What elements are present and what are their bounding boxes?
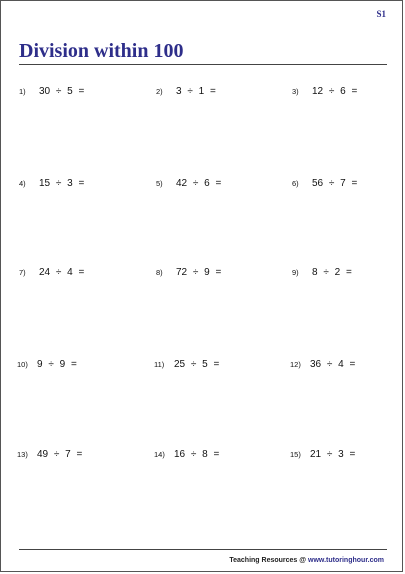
problem-number: 5) xyxy=(156,179,163,188)
problem-item xyxy=(292,266,352,280)
problem-number: 9) xyxy=(292,268,299,277)
problem-expression: 24 ÷ 4 = xyxy=(39,267,85,278)
problem-expression: 12 ÷ 6 = xyxy=(312,86,358,97)
problem-expression: 8 ÷ 2 = xyxy=(312,267,352,278)
problem-expression: 30 ÷ 5 = xyxy=(39,86,85,97)
footer-divider xyxy=(19,549,387,550)
problem-expression: 49 ÷ 7 = xyxy=(37,449,83,460)
problem-number: 6) xyxy=(292,179,299,188)
problem-number: 7) xyxy=(19,268,26,277)
problem-item xyxy=(19,266,84,280)
problem-number: 4) xyxy=(19,179,26,188)
footer-label: Teaching Resources @ xyxy=(229,557,309,564)
problem-grid xyxy=(1,1,402,571)
problem-expression: 36 ÷ 4 = xyxy=(310,359,356,370)
problem-item xyxy=(290,358,355,372)
problem-item xyxy=(292,85,357,99)
problem-number: 15) xyxy=(290,450,301,459)
problem-number: 2) xyxy=(156,87,163,96)
problem-expression: 15 ÷ 3 = xyxy=(39,178,85,189)
problem-number: 14) xyxy=(154,450,165,459)
problem-item xyxy=(17,448,82,462)
problem-expression: 9 ÷ 9 = xyxy=(37,359,77,370)
problem-number: 11) xyxy=(154,360,165,369)
problem-number: 1) xyxy=(19,87,26,96)
problem-item xyxy=(154,448,219,462)
problem-expression: 3 ÷ 1 = xyxy=(176,86,216,97)
footer-link[interactable]: www.tutoringhour.com xyxy=(308,557,384,564)
sheet-code: S1 xyxy=(376,9,386,19)
problem-expression: 25 ÷ 5 = xyxy=(174,359,220,370)
problem-number: 3) xyxy=(292,87,299,96)
problem-expression: 56 ÷ 7 = xyxy=(312,178,358,189)
problem-item xyxy=(19,177,84,191)
page-title: Division within 100 xyxy=(19,40,184,62)
problem-item xyxy=(154,358,219,372)
problem-number: 10) xyxy=(17,360,28,369)
problem-expression: 16 ÷ 8 = xyxy=(174,449,220,460)
problem-item xyxy=(156,177,221,191)
problem-expression: 72 ÷ 9 = xyxy=(176,267,222,278)
problem-item xyxy=(290,448,355,462)
problem-item xyxy=(17,358,77,372)
problem-number: 8) xyxy=(156,268,163,277)
problem-item xyxy=(19,85,84,99)
problem-item xyxy=(156,85,216,99)
problem-expression: 42 ÷ 6 = xyxy=(176,178,222,189)
footer xyxy=(229,557,384,564)
problem-number: 12) xyxy=(290,360,301,369)
problem-item xyxy=(292,177,357,191)
problem-expression: 21 ÷ 3 = xyxy=(310,449,356,460)
problem-item xyxy=(156,266,221,280)
problem-number: 13) xyxy=(17,450,28,459)
